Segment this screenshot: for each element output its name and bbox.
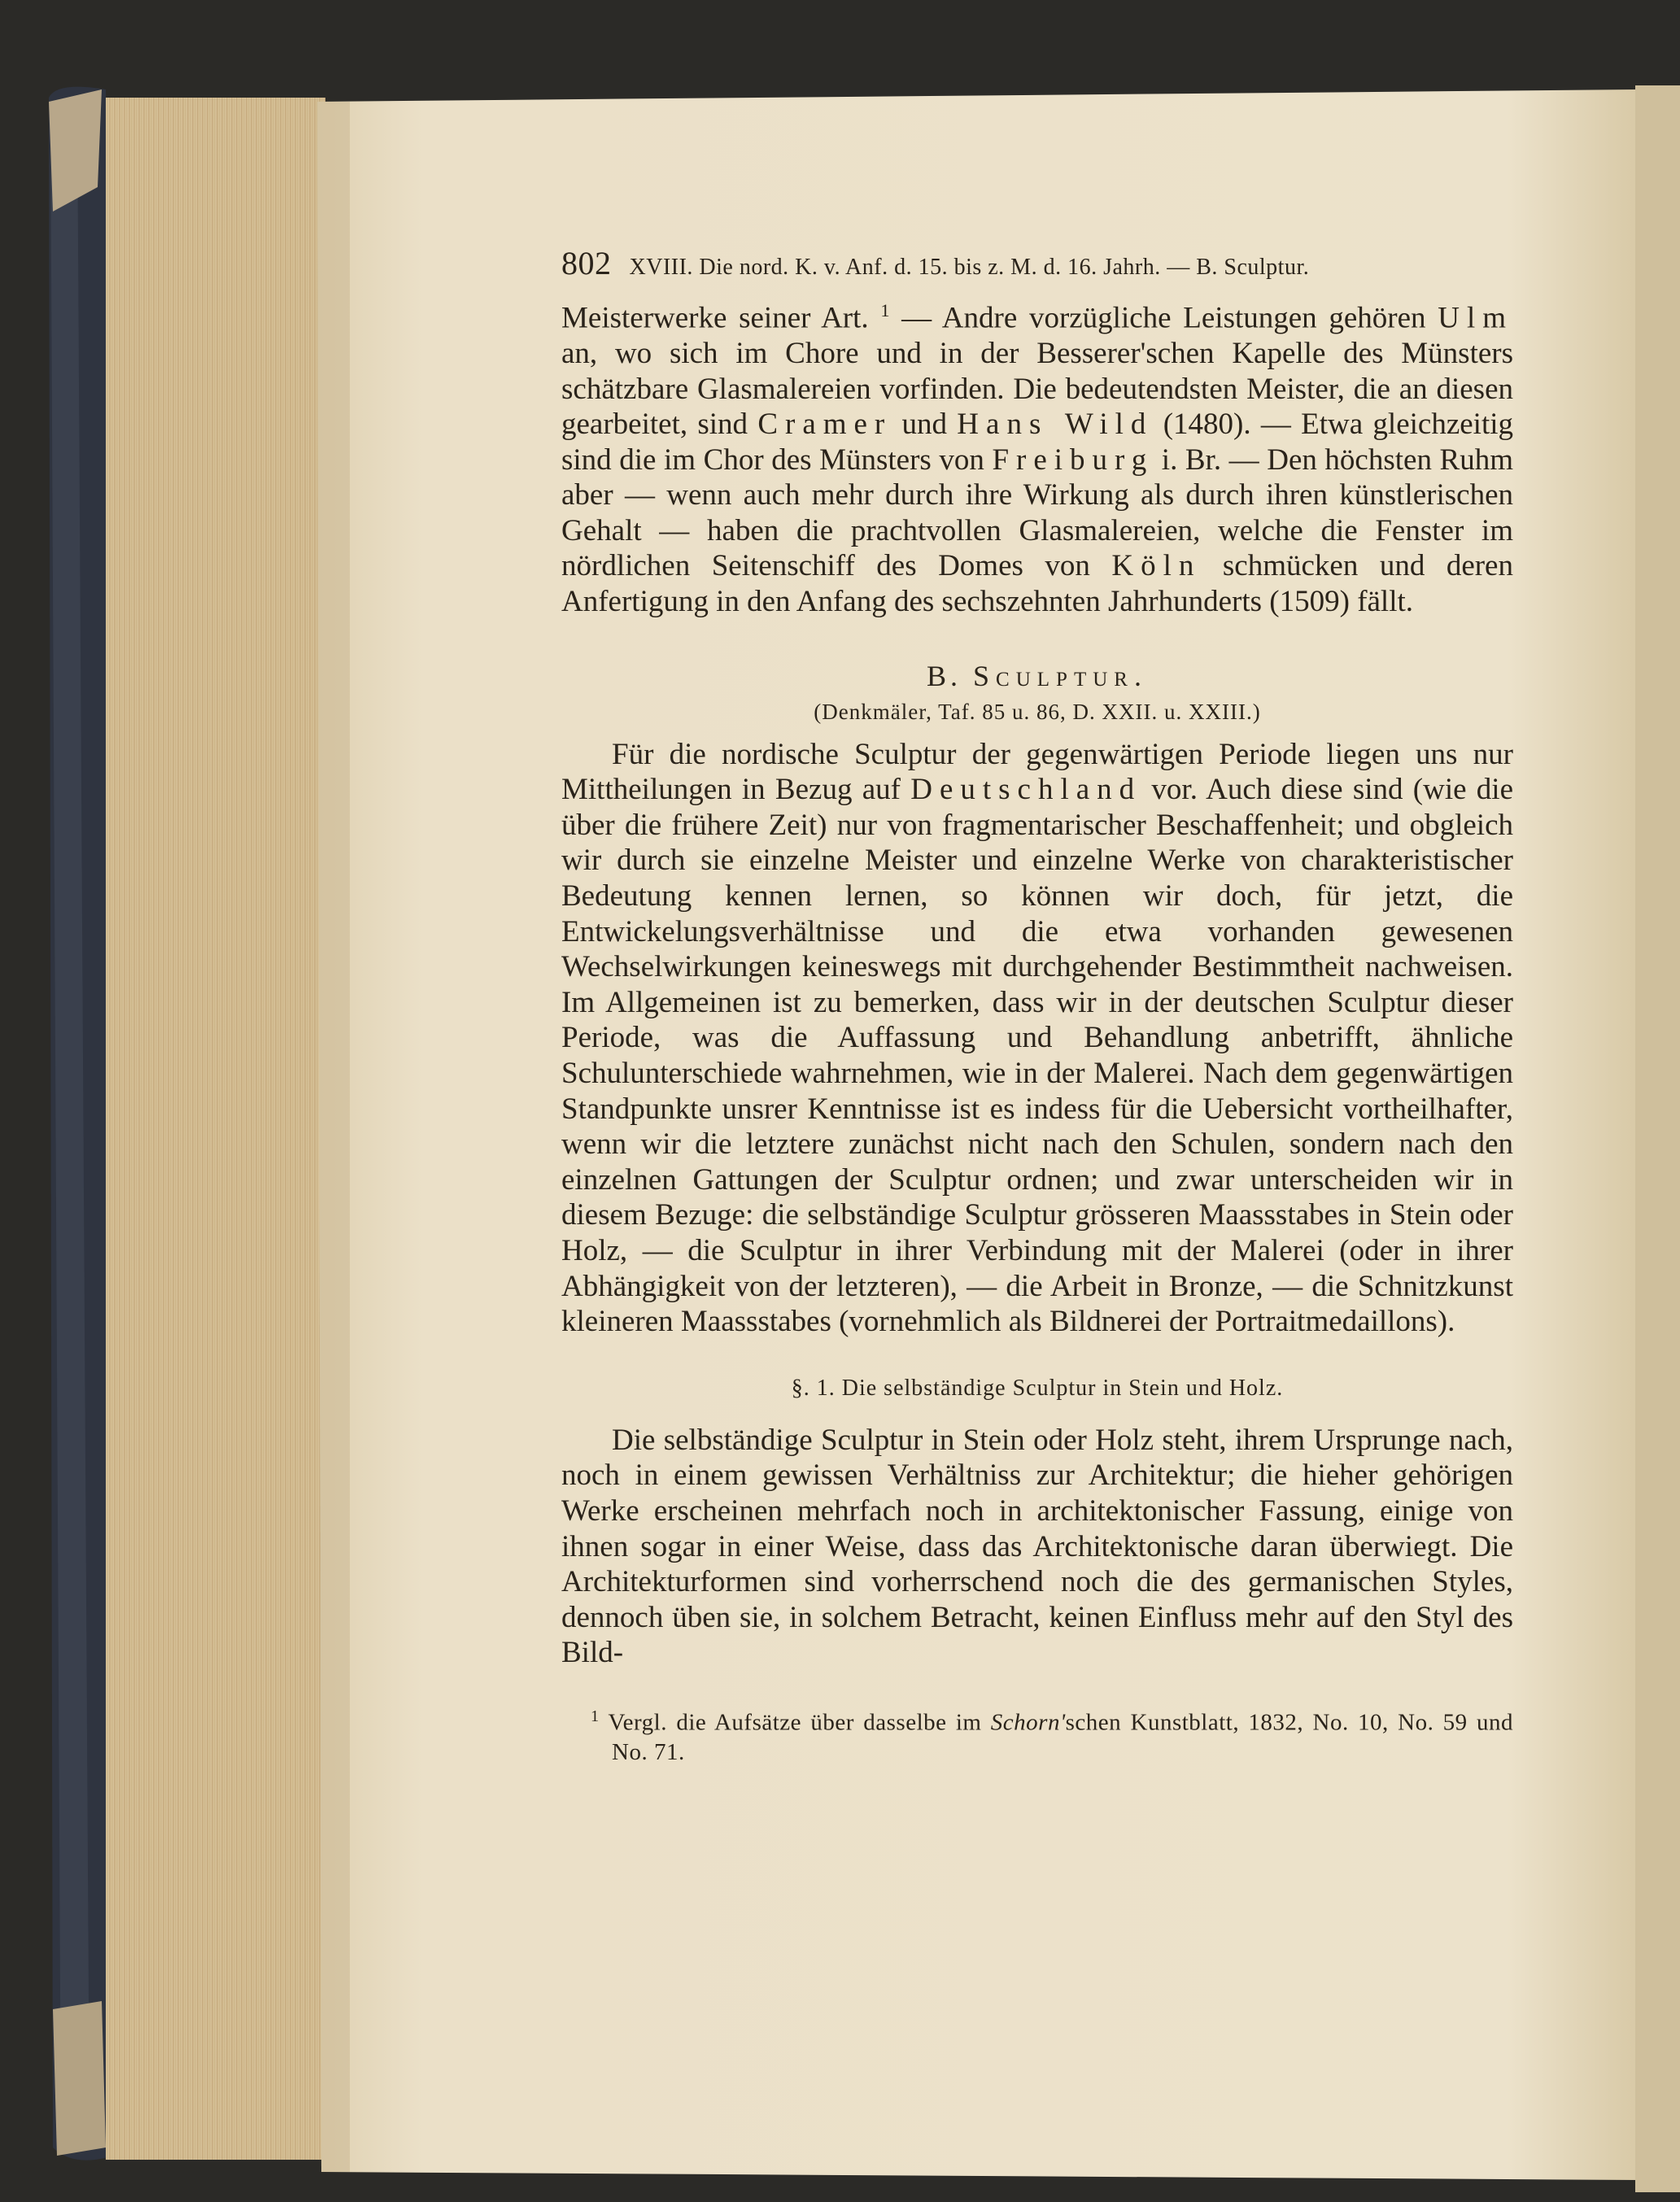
- paragraph-2-text-2: vor. Auch diese sind (wie die über die frühere Zeit) nur von fragmentarischer Beschaffenheit; und obgleich wir durch sie einzelne Meister und einzelne Werke von charakteristischer Bedeutung kennen lernen, so können wir doch, für jetzt, die Entwickelungsverhältnisse und die etwa vorhanden gewesenen Wechselwirkungen keineswegs mit durchgehender Bestimmtheit nachweisen. Im Allgemeinen ist zu bemerken, dass wir in der deutschen Sculptur dieser Periode, was die Auffassung und Behandlung anbetrifft, ähnliche Schulunterschiede wahrnehmen, wie in der Malerei. Nach dem gegenwärtigen Standpunkte unsrer Kenntnisse ist es indess für die Uebersicht vortheilhafter, wenn wir die letztere zunächst nicht nach den Schulen, sondern nach den einzelnen Gattungen der Sculptur ordnen; und zwar unterscheiden wir in diesem Bezuge: die selbständige Sculptur grösseren Maassstabes in Stein oder Holz, — die Sculptur in ihrer Verbindung mit der Malerei (oder in ihrer Abhängigkeit von der letzteren), — die Arbeit in Bronze, — die Schnitzkunst kleineren Maassstabes (vornehmlich als Bildnerei der Portraitmedaillons).: [561, 773, 1513, 1339]
- footnote-text-2: schen Kunstblatt, 1832, No. 10, No. 59 und No. 71.: [612, 1709, 1513, 1765]
- spaced-name-ulm: Ulm: [1438, 301, 1513, 335]
- footnote-italic: Schorn': [990, 1709, 1066, 1736]
- page-text: [561, 244, 1513, 1790]
- spaced-name-freiburg: Freiburg: [992, 443, 1154, 477]
- binding-shadow: [317, 102, 350, 2172]
- spaced-name-deutschland: Deutschland: [910, 773, 1142, 807]
- page-number: 802: [561, 245, 612, 281]
- section-1-heading: §. 1. Die selbständige Sculptur in Stein und Holz.: [791, 1375, 1284, 1401]
- spaced-name-hans-wild: Hans Wild: [957, 408, 1154, 442]
- section-b-title: Sculptur.: [973, 659, 1148, 692]
- footnote-reference: 1: [880, 300, 890, 320]
- paragraph-2: [561, 737, 1513, 1340]
- running-head: [561, 244, 1513, 293]
- paragraph-1-text-4: und: [892, 408, 958, 442]
- paragraph-2-text-1: Für die nordische Sculptur der gegenwärtigen Periode liegen uns nur Mittheilungen in Bezug auf: [561, 737, 1513, 807]
- section-b-prefix: B.: [927, 659, 974, 692]
- page-edges: [106, 98, 325, 2160]
- footnote: [561, 1702, 1513, 1767]
- paragraph-1-text-1: Meisterwerke seiner Art.: [561, 301, 869, 335]
- footnote-text-1: Vergl. die Aufsätze über dasselbe im: [599, 1709, 991, 1736]
- spaced-name-koeln: Köln: [1111, 549, 1202, 583]
- paragraph-1-text-5: (1480). — Etwa gleichzeitig sind die im Chor des Münsters von: [561, 408, 1513, 477]
- section-b-heading: [561, 659, 1513, 691]
- section-b-reference: (Denkmäler, Taf. 85 u. 86, D. XXII. u. XXIII.): [814, 699, 1261, 724]
- footnote-mark: 1: [591, 1707, 600, 1725]
- running-head-title: XVIII. Die nord. K. v. Anf. d. 15. bis z. M. d. 16. Jahrh. — B. Sculptur.: [629, 255, 1310, 280]
- paragraph-1-text-6: i. Br. — Den höchsten Ruhm aber — wenn auch mehr durch ihre Wirkung als durch ihren künstlerischen Gehalt — haben die prachtvollen Glasmalereien, welche die Fenster im nördlichen Seitenschiff des Domes von: [561, 443, 1513, 583]
- cover-corner-bottom: [53, 2001, 106, 2156]
- spaced-name-cramer: Cramer: [757, 408, 892, 442]
- paragraph-1-text-2: — Andre vorzügliche Leistungen gehören: [889, 301, 1426, 335]
- paragraph-1: [561, 293, 1513, 620]
- paragraph-3: Die selbständige Sculptur in Stein oder Holz steht, ihrem Ursprunge nach, noch in einem gewissen Verhältniss zur Architektur; die hieher gehörigen Werke erscheinen mehrfach noch in architektonischer Fassung, einige von ihnen sogar in einer Weise, dass das Architektonische daran überwiegt. Die Architekturformen sind vorherrschend noch die des germanischen Styles, dennoch üben sie, in solchem Betracht, keinen Einfluss mehr auf den Styl des Bild-: [561, 1423, 1513, 1670]
- paragraph-1-text-7: schmücken und deren Anfertigung in den Anfang des sechszehnten Jahrhunderts (1509) fällt.: [561, 549, 1513, 619]
- paragraph-1-text-3: an, wo sich im Chore und in der Besserer'schen Kapelle des Münsters schätzbare Glasmalereien vorfinden. Die bedeutendsten Meister, die an diesen gearbeitet, sind: [561, 336, 1513, 442]
- next-page-edge: [1635, 85, 1680, 2192]
